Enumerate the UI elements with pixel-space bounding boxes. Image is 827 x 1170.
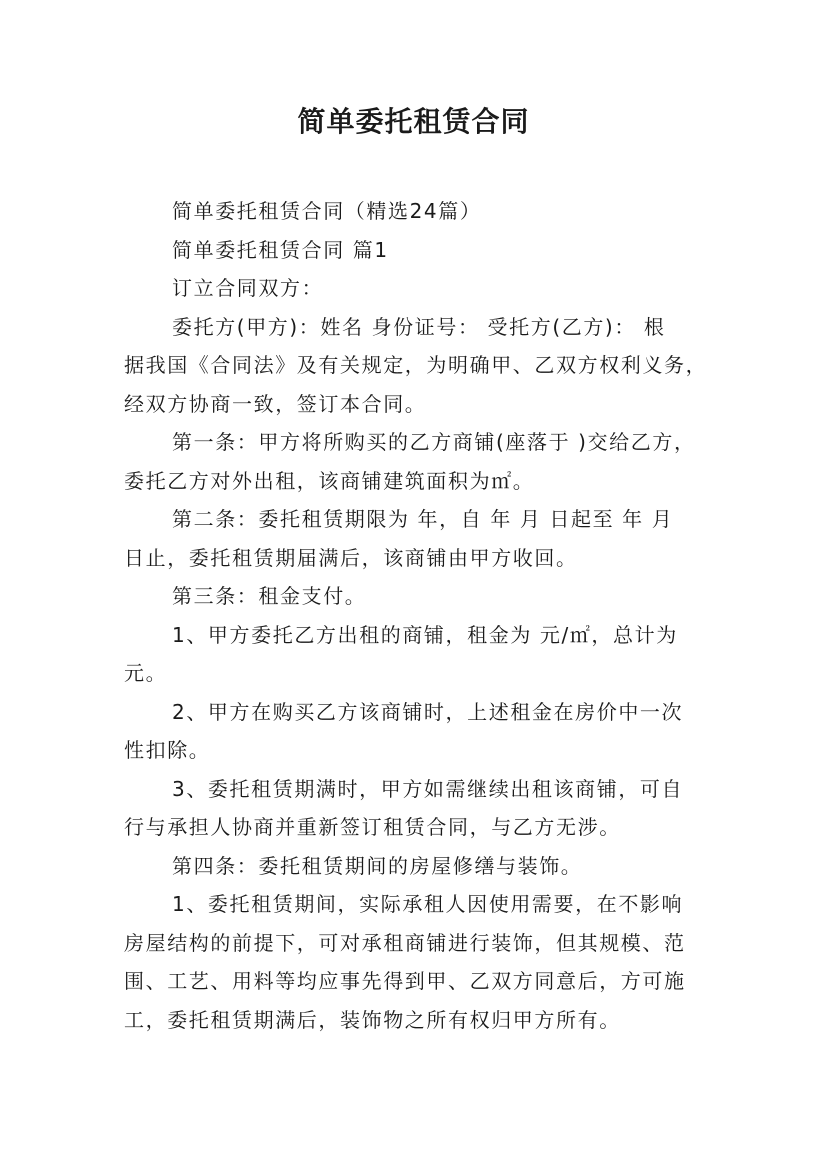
paragraph (124, 269, 708, 308)
paragraph (124, 770, 708, 847)
paragraph-line: 订立合同双方： (172, 276, 324, 300)
paragraph-line: 性扣除。 (124, 738, 211, 762)
paragraph-line: 围、工艺、用料等均应事先得到甲、乙双方同意后，方可施 (124, 969, 686, 993)
paragraph-line: 行与承担人协商并重新签订租赁合同，与乙方无涉。 (124, 815, 621, 839)
paragraph-line: 第四条：委托租赁期间的房屋修缮与装饰。 (172, 853, 583, 878)
paragraph-line: 据我国《合同法》及有关规定，为明确甲、乙双方权利义务， (124, 353, 708, 377)
paragraph-line: 元。 (124, 661, 168, 685)
paragraph-line: 第一条：甲方将所购买的乙方商铺(座落于 )交给乙方， (172, 430, 696, 454)
paragraph (124, 500, 708, 577)
paragraph (124, 577, 708, 616)
paragraph-line: 1、甲方委托乙方出租的商铺，租金为 元/㎡，总计为 (172, 622, 678, 647)
document-title: 简单委托租赁合同 (297, 105, 530, 138)
document-body (124, 192, 708, 1039)
paragraph-line: 房屋结构的前提下，可对承租商铺进行装饰，但其规模、范 (124, 930, 686, 955)
paragraph-line: 委托方(甲方)：姓名 身份证号： 受托方(乙方)： 根 (172, 314, 666, 339)
paragraph-line: 1、委托租赁期间，实际承租人因使用需要，在不影响 (172, 892, 684, 916)
paragraph (124, 885, 708, 1039)
paragraph-line: 3、委托租赁期满时，甲方如需继续出租该商铺，可自 (172, 776, 684, 801)
paragraph (124, 231, 708, 270)
paragraph-line: 经双方协商一致，签订本合同。 (124, 391, 427, 416)
paragraph-line: 2、甲方在购买乙方该商铺时，上述租金在房价中一次 (172, 699, 684, 724)
paragraph-line: 简单委托租赁合同（精选24篇） (172, 199, 482, 223)
paragraph (124, 693, 708, 770)
paragraph (124, 423, 708, 500)
paragraph-line: 委托乙方对外出租，该商铺建筑面积为㎡。 (124, 468, 535, 493)
paragraph-line: 日止，委托租赁期届满后，该商铺由甲方收回。 (124, 545, 578, 570)
paragraph-line: 第二条：委托租赁期限为 年，自 年 月 日起至 年 月 (172, 507, 674, 531)
paragraph-line: 简单委托租赁合同 篇1 (172, 237, 389, 262)
paragraph (124, 616, 708, 693)
paragraph-line: 第三条：租金支付。 (172, 584, 367, 608)
paragraph (124, 847, 708, 886)
paragraph (124, 308, 708, 424)
paragraph (124, 192, 708, 231)
paragraph-line: 工，委托租赁期满后，装饰物之所有权归甲方所有。 (124, 1007, 621, 1032)
